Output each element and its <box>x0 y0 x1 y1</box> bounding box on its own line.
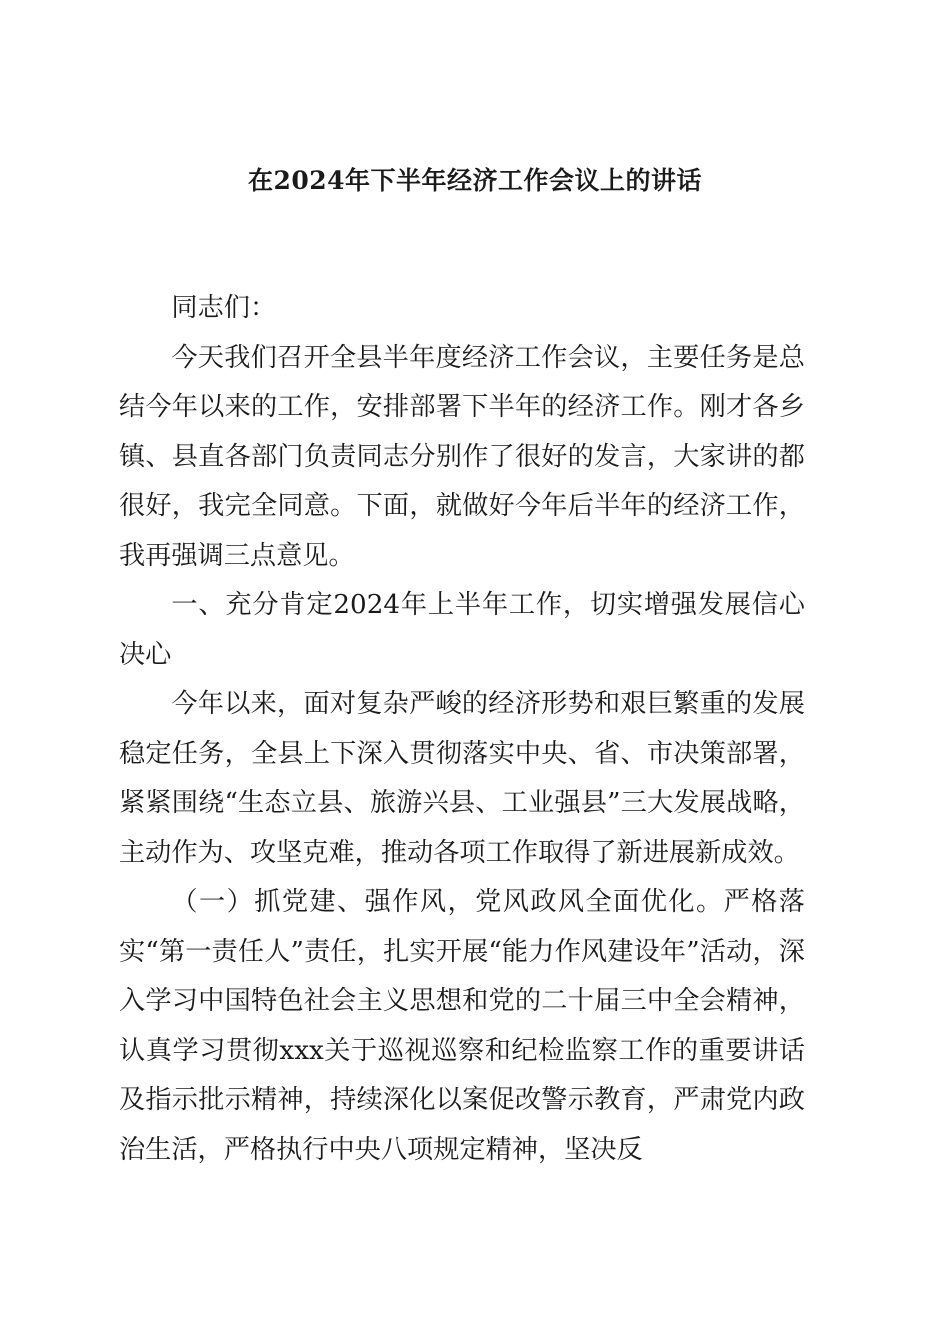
paragraph-subsection-1: （一）抓党建、强作风，党风政风全面优化。严格落实“第一责任人”责任，扎实开展“能力作风建设年”活动，深入学习中国特色社会主义思想和党的二十届三中全会精神，认真学习贯彻xxx关于巡视巡察和纪检监察工作的重要讲话及指示批示精神，持续深化以案促改警示教育，严肃党内政治生活，严格执行中央八项规定精神，坚决反 <box>119 887 805 1165</box>
section-heading-1: 一、充分肯定2024年上半年工作，切实增强发展信心决心 <box>119 590 805 670</box>
paragraph-intro: 今天我们召开全县半年度经济工作会议，主要任务是总结今年以来的工作，安排部署下半年的经济工作。刚才各乡镇、县直各部门负责同志分别作了很好的发言，大家讲的都很好，我完全同意。下面，就做好今年后半年的经济工作，我再强调三点意见。 <box>119 342 805 571</box>
salutation: 同志们： <box>171 293 277 323</box>
document-title: 在2024年下半年经济工作会议上的讲话 <box>247 166 703 195</box>
document-body <box>119 284 805 1175</box>
paragraph-overview: 今年以来，面对复杂严峻的经济形势和艰巨繁重的发展稳定任务，全县上下深入贯彻落实中央、省、市决策部署，紧紧围绕“生态立县、旅游兴县、工业强县”三大发展战略，主动作为、攻坚克难，推动各项工作取得了新进展新成效。 <box>119 689 805 868</box>
